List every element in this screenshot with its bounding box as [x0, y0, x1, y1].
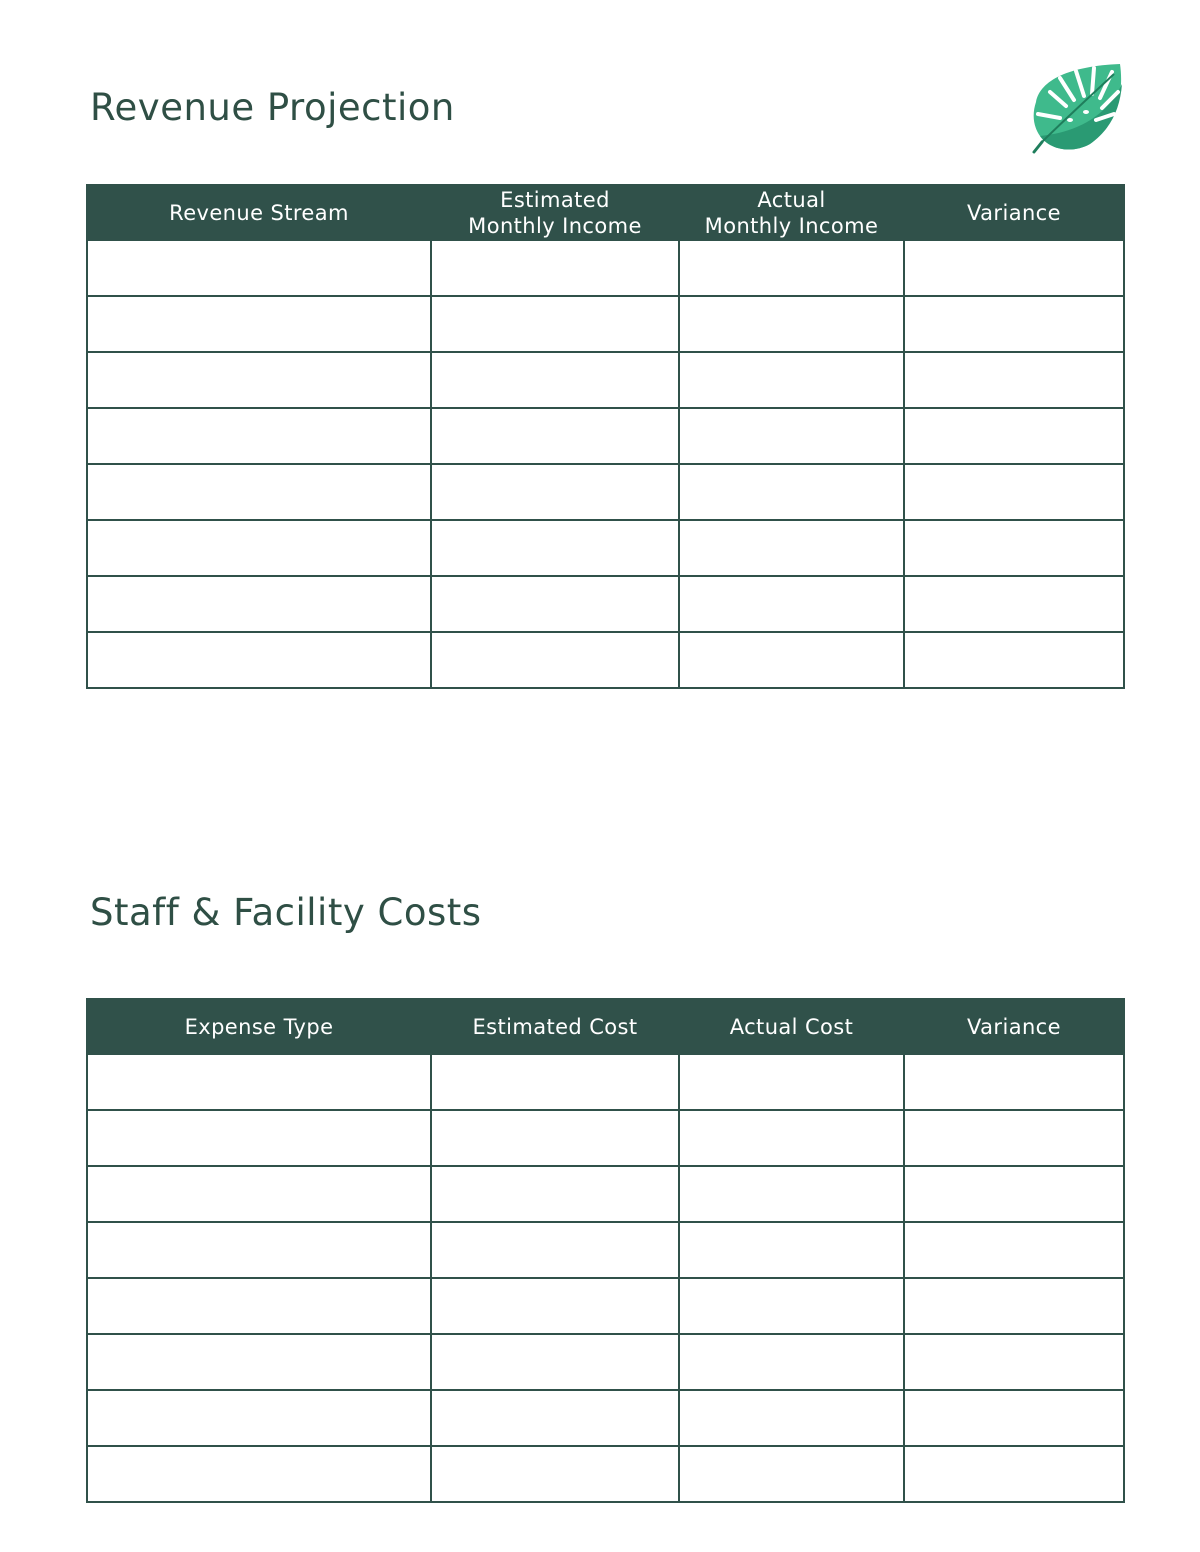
- column-header: [431, 185, 679, 240]
- table-row: [87, 352, 1124, 408]
- column-header: [904, 999, 1124, 1054]
- table-header-row: [87, 999, 1124, 1054]
- table-cell[interactable]: [679, 408, 904, 464]
- table-row: [87, 520, 1124, 576]
- table-cell[interactable]: [904, 296, 1124, 352]
- table-cell[interactable]: [431, 352, 679, 408]
- table-cell[interactable]: [87, 1054, 431, 1110]
- table-cell[interactable]: [87, 632, 431, 688]
- table-cell[interactable]: [87, 352, 431, 408]
- table-cell[interactable]: [87, 1166, 431, 1222]
- table-cell[interactable]: [679, 1222, 904, 1278]
- column-header-label: Expense Type: [184, 1014, 334, 1039]
- table-cell[interactable]: [431, 464, 679, 520]
- table-row: [87, 1110, 1124, 1166]
- table-cell[interactable]: [87, 1446, 431, 1502]
- table-cell[interactable]: [87, 1278, 431, 1334]
- table-cell[interactable]: [904, 576, 1124, 632]
- table-cell[interactable]: [431, 296, 679, 352]
- table-cell[interactable]: [87, 520, 431, 576]
- table-cell[interactable]: [431, 1278, 679, 1334]
- table-cell[interactable]: [679, 240, 904, 296]
- table-cell[interactable]: [431, 1222, 679, 1278]
- table-cell[interactable]: [87, 464, 431, 520]
- table-cell[interactable]: [679, 520, 904, 576]
- table-cell[interactable]: [904, 1054, 1124, 1110]
- column-header-label: Variance: [967, 200, 1061, 225]
- table-cell[interactable]: [431, 1390, 679, 1446]
- table-cell[interactable]: [679, 576, 904, 632]
- column-header-label: Monthly Income: [704, 213, 879, 238]
- revenue-section-title: Revenue Projection: [90, 86, 455, 129]
- table-cell[interactable]: [679, 464, 904, 520]
- column-header: [87, 185, 431, 240]
- table-row: [87, 296, 1124, 352]
- table-row: [87, 576, 1124, 632]
- table-cell[interactable]: [679, 1334, 904, 1390]
- column-header-label: Estimated Cost: [472, 1014, 638, 1039]
- table-cell[interactable]: [904, 1334, 1124, 1390]
- table-cell[interactable]: [904, 1166, 1124, 1222]
- table-cell[interactable]: [431, 1334, 679, 1390]
- table-row: [87, 1166, 1124, 1222]
- table-row: [87, 1054, 1124, 1110]
- column-header-label: Revenue Stream: [169, 200, 349, 225]
- table-cell[interactable]: [431, 576, 679, 632]
- table-cell[interactable]: [87, 296, 431, 352]
- table-cell[interactable]: [431, 1110, 679, 1166]
- table-cell[interactable]: [87, 1390, 431, 1446]
- table-row: [87, 1334, 1124, 1390]
- table-row: [87, 464, 1124, 520]
- table-cell[interactable]: [431, 1054, 679, 1110]
- table-cell[interactable]: [679, 1054, 904, 1110]
- table-cell[interactable]: [904, 1222, 1124, 1278]
- table-cell[interactable]: [904, 1278, 1124, 1334]
- table-cell[interactable]: [87, 1222, 431, 1278]
- table-row: [87, 1446, 1124, 1502]
- table-cell[interactable]: [904, 464, 1124, 520]
- column-header: [679, 999, 904, 1054]
- column-header-label: Estimated: [500, 187, 610, 212]
- table-cell[interactable]: [904, 1110, 1124, 1166]
- monstera-leaf-icon: [1030, 62, 1126, 156]
- revenue-projection-table: [86, 184, 1125, 689]
- column-header: [904, 185, 1124, 240]
- table-cell[interactable]: [679, 1110, 904, 1166]
- table-cell[interactable]: [679, 352, 904, 408]
- table-cell[interactable]: [431, 1446, 679, 1502]
- table-cell[interactable]: [679, 1166, 904, 1222]
- table-row: [87, 1222, 1124, 1278]
- table-cell[interactable]: [87, 1334, 431, 1390]
- table-row: [87, 1278, 1124, 1334]
- column-header: [679, 185, 904, 240]
- table-header-row: [87, 185, 1124, 240]
- column-header-label: Actual Cost: [729, 1014, 854, 1039]
- column-header-label: Variance: [967, 1014, 1061, 1039]
- table-row: [87, 632, 1124, 688]
- column-header-label: Monthly Income: [468, 213, 642, 238]
- table-row: [87, 408, 1124, 464]
- column-header: [431, 999, 679, 1054]
- table-cell[interactable]: [904, 1446, 1124, 1502]
- table-cell[interactable]: [87, 408, 431, 464]
- table-cell[interactable]: [431, 408, 679, 464]
- table-cell[interactable]: [679, 1446, 904, 1502]
- table-row: [87, 1390, 1124, 1446]
- table-cell[interactable]: [431, 632, 679, 688]
- costs-section-title: Staff & Facility Costs: [90, 891, 482, 934]
- table-cell[interactable]: [431, 1166, 679, 1222]
- table-cell[interactable]: [87, 240, 431, 296]
- table-cell[interactable]: [904, 408, 1124, 464]
- table-cell[interactable]: [87, 576, 431, 632]
- table-cell[interactable]: [904, 240, 1124, 296]
- table-cell[interactable]: [679, 296, 904, 352]
- table-cell[interactable]: [679, 1390, 904, 1446]
- column-header: [87, 999, 431, 1054]
- table-cell[interactable]: [431, 240, 679, 296]
- table-cell[interactable]: [679, 1278, 904, 1334]
- table-cell[interactable]: [87, 1110, 431, 1166]
- staff-facility-costs-table: [86, 998, 1125, 1503]
- table-cell[interactable]: [904, 352, 1124, 408]
- table-cell[interactable]: [431, 520, 679, 576]
- table-cell[interactable]: [679, 632, 904, 688]
- table-cell[interactable]: [904, 520, 1124, 576]
- table-cell[interactable]: [904, 1390, 1124, 1446]
- table-row: [87, 240, 1124, 296]
- table-cell[interactable]: [904, 632, 1124, 688]
- column-header-label: Actual: [757, 187, 826, 212]
